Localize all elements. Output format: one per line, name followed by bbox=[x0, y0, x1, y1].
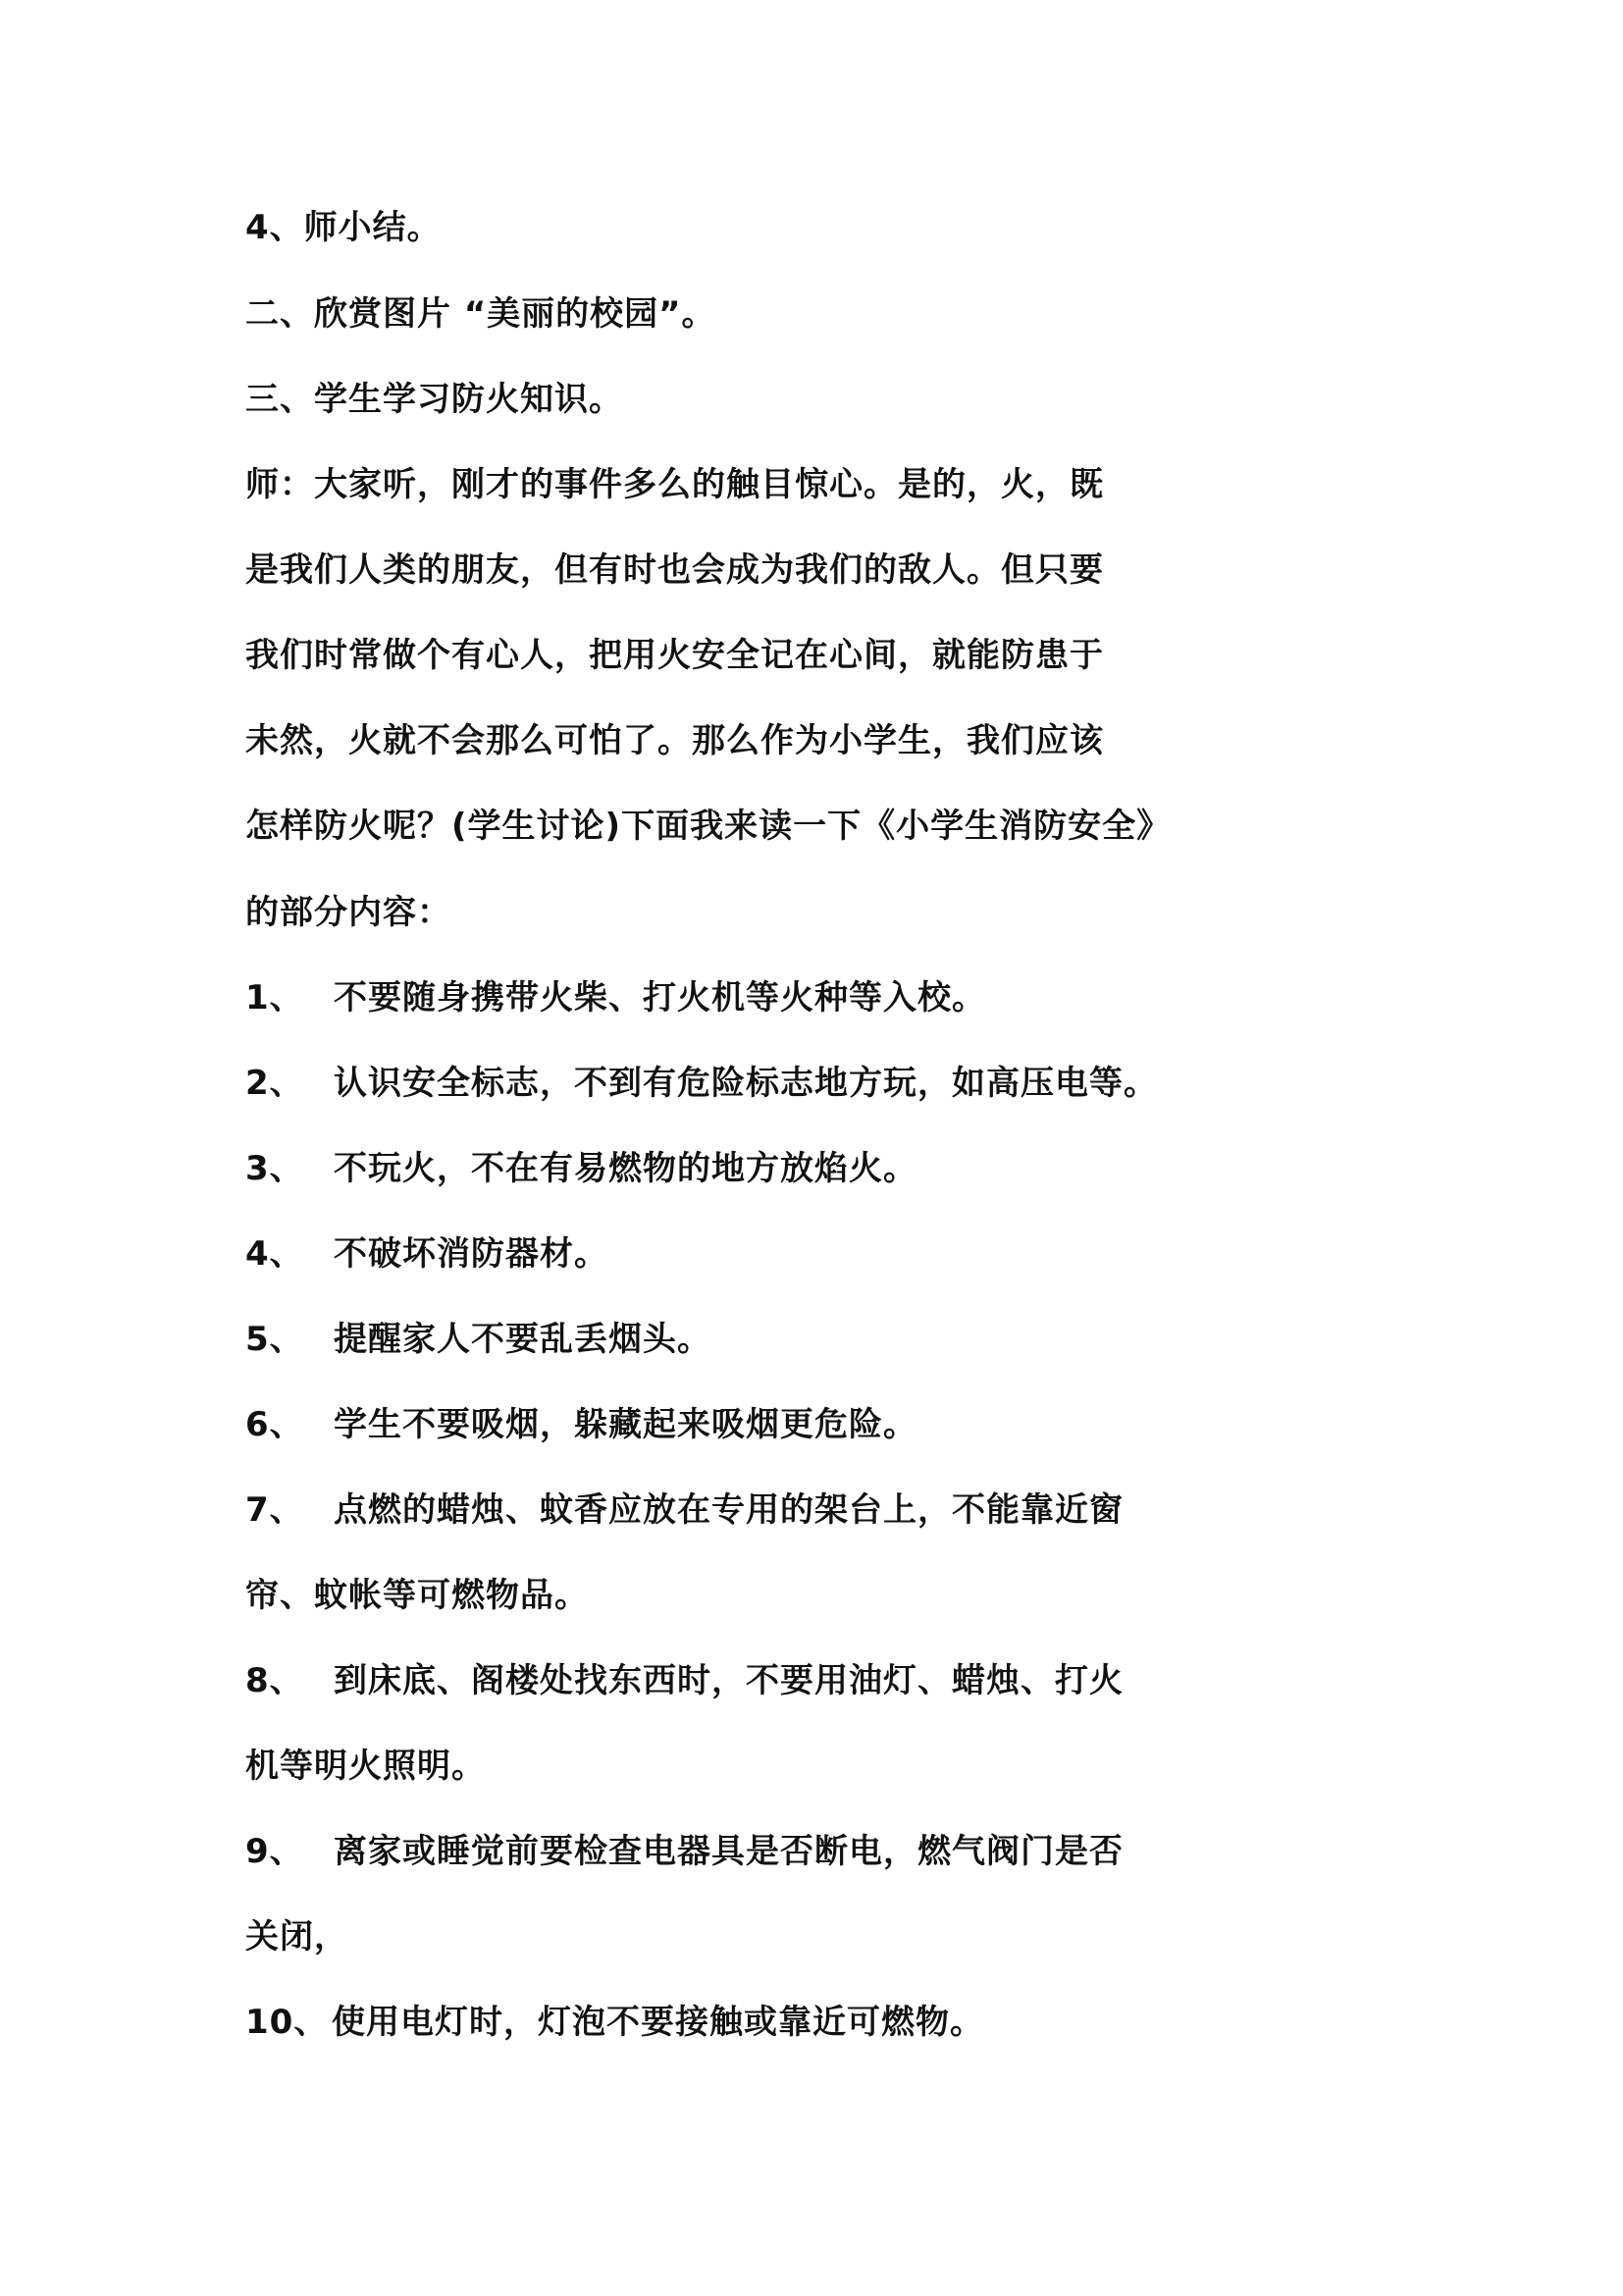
list-item-text: 点燃的蜡烛、蚊香应放在专用的架台上，不能靠近窗 bbox=[334, 1490, 1124, 1530]
list-item-text: 不玩火，不在有易燃物的地方放焰火。 bbox=[334, 1149, 917, 1188]
list-item bbox=[245, 1318, 711, 1361]
list-item bbox=[245, 2001, 984, 2044]
list-item-text: 认识安全标志，不到有危险标志地方玩，如高压电等。 bbox=[334, 1064, 1158, 1103]
paragraph-line: 是我们人类的朋友，但有时也会成为我们的敌人。但只要 bbox=[245, 550, 1104, 590]
list-item bbox=[245, 1659, 1124, 1702]
list-item-text: 不破坏消防器材。 bbox=[334, 1234, 608, 1274]
list-item bbox=[245, 1062, 1158, 1105]
list-item-text: 使用电灯时，灯泡不要接触或靠近可燃物。 bbox=[332, 2003, 984, 2042]
list-item-number: 10、 bbox=[245, 2003, 329, 2042]
paragraph-line: 我们时常做个有心人，把用火安全记在心间，就能防患于 bbox=[245, 636, 1104, 675]
list-item-continuation: 关闭， bbox=[245, 1917, 348, 1957]
paragraph-line: 三、学生学习防火知识。 bbox=[245, 380, 623, 419]
paragraph-line: 师：大家听，刚才的事件多么的触目惊心。是的，火，既 bbox=[245, 465, 1104, 504]
paragraph-line: 未然，火就不会那么可怕了。那么作为小学生，我们应该 bbox=[245, 721, 1104, 760]
list-item-number: 9、 bbox=[245, 1832, 304, 1871]
list-item-number: 7、 bbox=[245, 1490, 304, 1530]
list-item-continuation: 机等明火照明。 bbox=[245, 1747, 486, 1786]
list-item-number: 6、 bbox=[245, 1405, 304, 1444]
list-item-text: 不要随身携带火柴、打火机等火种等入校。 bbox=[334, 978, 986, 1018]
list-item-text: 离家或睡觉前要检查电器具是否断电，燃气阀门是否 bbox=[334, 1832, 1124, 1871]
list-item bbox=[245, 1830, 1124, 1873]
list-item-number: 1、 bbox=[245, 978, 304, 1018]
paragraph-line: 怎样防火呢？(学生讨论)下面我来读一下《小学生消防安全》 bbox=[245, 807, 1172, 846]
list-item bbox=[245, 1232, 608, 1276]
paragraph-line: 的部分内容： bbox=[245, 893, 451, 932]
list-item-number: 8、 bbox=[245, 1661, 304, 1700]
list-item-number: 2、 bbox=[245, 1064, 304, 1103]
list-item-continuation: 帘、蚊帐等可燃物品。 bbox=[245, 1576, 589, 1615]
list-item bbox=[245, 1147, 917, 1190]
paragraph-line: 二、欣赏图片 “美丽的校园”。 bbox=[245, 294, 716, 334]
list-item bbox=[245, 976, 986, 1019]
list-item-text: 提醒家人不要乱丢烟头。 bbox=[334, 1320, 711, 1359]
list-item-number: 4、 bbox=[245, 1234, 304, 1274]
list-item-text: 学生不要吸烟，躲藏起来吸烟更危险。 bbox=[334, 1405, 917, 1444]
list-item-number: 5、 bbox=[245, 1320, 304, 1359]
list-item-text: 到床底、阁楼处找东西时，不要用油灯、蜡烛、打火 bbox=[334, 1661, 1124, 1700]
list-item-number: 3、 bbox=[245, 1149, 304, 1188]
list-item bbox=[245, 1488, 1124, 1532]
list-item bbox=[245, 1403, 917, 1446]
paragraph-line: 4、师小结。 bbox=[245, 208, 442, 247]
